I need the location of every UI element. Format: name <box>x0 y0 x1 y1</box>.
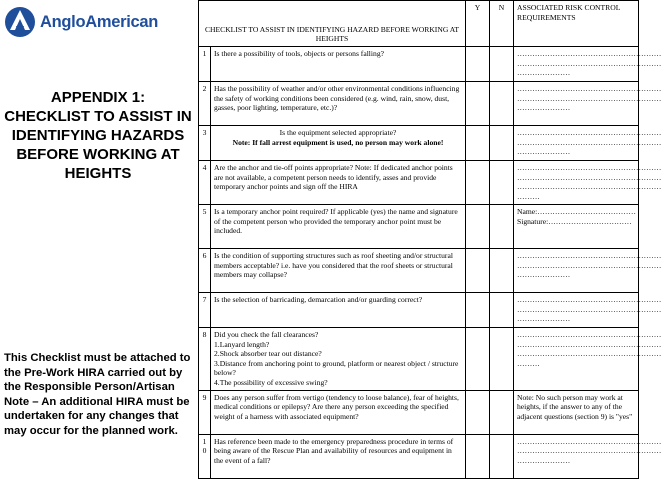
question-text: Is the condition of supporting structures such as roof sheeting and/or structural members acceptable? i.e. have you considered that the roof sheets or structural members may collapse? <box>214 251 453 280</box>
requirements-line: ………………………………………………… <box>517 172 661 182</box>
requirements-cell[interactable] <box>514 82 661 126</box>
requirements-line: ………………… <box>517 455 571 465</box>
yes-checkbox-cell[interactable] <box>466 434 490 478</box>
requirements-line: ………………………………………………… <box>517 295 661 304</box>
checklist-table <box>198 0 661 479</box>
requirements-line: ………………………………………………… <box>517 137 661 147</box>
requirements-line: ………………………………………………… <box>517 128 661 137</box>
row-question <box>211 161 466 205</box>
requirements-cell[interactable] <box>514 47 661 82</box>
row-question <box>211 390 466 434</box>
yes-checkbox-cell[interactable] <box>466 293 490 328</box>
no-checkbox-cell[interactable] <box>490 434 514 478</box>
table-row <box>199 390 639 434</box>
row-question <box>211 205 466 249</box>
requirements-line: ………………… <box>517 314 571 324</box>
brand-name: AngloAmerican <box>40 12 159 31</box>
yes-checkbox-cell[interactable] <box>466 161 490 205</box>
requirements-cell[interactable] <box>514 161 661 205</box>
requirements-line: ………………………………………………… <box>517 260 661 270</box>
table-row <box>199 328 639 391</box>
requirements-line: ………………………………………………… <box>517 58 661 68</box>
question-text: Is there a possibility of tools, objects or persons falling? <box>214 49 384 58</box>
requirements-cell[interactable] <box>514 293 661 328</box>
row-question <box>211 126 466 161</box>
requirements-line: ………………………………………………… <box>517 446 661 456</box>
left-panel <box>0 0 196 479</box>
question-text: Has the possibility of weather and/or other environmental conditions influencing the safety of working conditions been considered (e.g. wind, rain, snow, dust, gasses, poor lighting, temperature, etc.)? <box>214 84 460 113</box>
requirements-cell[interactable] <box>514 434 661 478</box>
requirements-line: ……… <box>517 358 540 368</box>
no-checkbox-cell[interactable] <box>490 328 514 391</box>
requirements-cell[interactable] <box>514 249 661 293</box>
requirements-cell[interactable] <box>514 328 661 391</box>
row-question <box>211 434 466 478</box>
anglo-american-logo <box>4 6 158 38</box>
yes-checkbox-cell[interactable] <box>466 249 490 293</box>
attachment-note: This Checklist must be attached to the Pre-Work HIRA carried out by the Responsible Person/Artisan Note – An additional HIRA must be undertaken for any changes that may occur for the planned work. <box>4 352 191 437</box>
no-checkbox-cell[interactable] <box>490 390 514 434</box>
no-checkbox-cell[interactable] <box>490 126 514 161</box>
appendix-title <box>0 88 196 183</box>
row-number: 8 <box>199 328 211 391</box>
question-text: Is the selection of barricading, demarcation and/or guarding correct? <box>214 295 423 304</box>
requirements-note: Note: No such person may work at heights, if the answer to any of the adjacent questions (section 9) is "yes" <box>517 392 633 421</box>
yes-checkbox-cell[interactable] <box>466 82 490 126</box>
header-row <box>199 1 639 47</box>
requirements-line: ………………………………………………… <box>517 304 661 314</box>
requirements-cell[interactable] <box>514 126 661 161</box>
requirements-line: ………………………………………………… <box>517 182 661 192</box>
question-text: Is a temporary anchor point required? If applicable (yes) the name and signature of the competent person who provided the temporary anchor point must be included. <box>214 207 458 236</box>
question-line: 2.Shock absorber tear out distance? <box>214 349 322 359</box>
no-checkbox-cell[interactable] <box>490 82 514 126</box>
row-question <box>211 328 466 391</box>
question-line: 4.The possibility of excessive swing? <box>214 377 328 387</box>
requirements-line: ………………………………………………… <box>517 436 661 446</box>
requirements-line: ………………………………………………… <box>517 93 661 103</box>
no-checkbox-cell[interactable] <box>490 161 514 205</box>
row-number: 6 <box>199 249 211 293</box>
row-number: 2 <box>199 82 211 126</box>
requirements-line: ………………………………………………… <box>517 339 661 349</box>
table-row <box>199 126 639 161</box>
yes-checkbox-cell[interactable] <box>466 47 490 82</box>
yes-checkbox-cell[interactable] <box>466 328 490 391</box>
no-checkbox-cell[interactable] <box>490 205 514 249</box>
table-row <box>199 293 639 328</box>
row-number: 5 <box>199 205 211 249</box>
requirements-line: ……… <box>517 191 540 201</box>
question-warning: Note: If fall arrest equipment is used, no person may work alone! <box>232 137 444 147</box>
row-question <box>211 249 466 293</box>
requirements-line: ………………………………………………… <box>517 251 661 260</box>
requirements-header: ASSOCIATED RISK CONTROL REQUIREMENTS <box>514 1 639 47</box>
no-checkbox-cell[interactable] <box>490 249 514 293</box>
anglo-american-emblem-icon <box>4 6 36 38</box>
requirements-cell[interactable] <box>514 390 639 434</box>
table-row <box>199 161 639 205</box>
requirements-line: Name:………………………………… <box>517 207 636 216</box>
requirements-line: Signature:…………………………… <box>517 216 632 226</box>
checklist-panel <box>198 0 661 479</box>
row-number: 7 <box>199 293 211 328</box>
table-row <box>199 47 639 82</box>
question-line: 1.Lanyard length? <box>214 339 270 349</box>
no-header: N <box>490 1 514 47</box>
row-question <box>211 293 466 328</box>
requirements-line: ………………………………………………… <box>517 330 661 339</box>
yes-checkbox-cell[interactable] <box>466 126 490 161</box>
no-checkbox-cell[interactable] <box>490 47 514 82</box>
requirements-line: ………………… <box>517 103 571 113</box>
requirements-line: ………………………………………………… <box>517 84 661 93</box>
requirements-line: ………………… <box>517 68 571 78</box>
requirements-line: ………………… <box>517 270 571 280</box>
requirements-cell[interactable] <box>514 205 639 249</box>
table-row <box>199 205 639 249</box>
question-text: Is the equipment selected appropriate? <box>279 128 397 137</box>
yes-checkbox-cell[interactable] <box>466 205 490 249</box>
row-number: 4 <box>199 161 211 205</box>
requirements-line: ………………………………………………… <box>517 49 661 58</box>
row-number: 3 <box>199 126 211 161</box>
checklist-rows <box>199 47 661 479</box>
requirements-line: ………………… <box>517 147 571 157</box>
question-text: Are the anchor and tie-off points appropriate? Note: If dedicated anchor points are not available, a competent person needs to identify, asses and provide temporary anchor points and sign off the HIRA <box>214 163 453 192</box>
question-header: CHECKLIST TO ASSIST IN IDENTIFYING HAZARD BEFORE WORKING AT HEIGHTS <box>199 1 466 47</box>
yes-header: Y <box>466 1 490 47</box>
question-line: 3.Distance from anchoring point to ground, platform or nearest object / structure below? <box>214 358 459 378</box>
question-text: Does any person suffer from vertigo (tendency to loose balance), fear of heights, medical conditions or epilepsy? Are there any person exceeding the specified weight of a harness with associated equipment? <box>214 392 459 421</box>
table-row <box>199 82 639 126</box>
appendix-subtitle: CHECKLIST TO ASSIST IN IDENTIFYING HAZARDS BEFORE WORKING AT HEIGHTS <box>4 108 192 182</box>
row-number: 9 <box>199 390 211 434</box>
question-text: Has reference been made to the emergency preparedness procedure in terms of being aware of the Rescue Plan and availability of resources and equipment in the event of a fall? <box>214 436 454 465</box>
requirements-line: ………………………………………………… <box>517 163 661 172</box>
table-row <box>199 434 639 478</box>
table-row <box>199 249 639 293</box>
requirements-line: ………………………………………………… <box>517 349 661 359</box>
row-question <box>211 47 466 82</box>
appendix-label: APPENDIX 1: <box>50 89 146 106</box>
question-line: Did you check the fall clearances? <box>214 330 319 339</box>
row-number: 1 <box>199 47 211 82</box>
no-checkbox-cell[interactable] <box>490 293 514 328</box>
row-question <box>211 82 466 126</box>
row-number: 1 0 <box>199 434 211 478</box>
yes-checkbox-cell[interactable] <box>466 390 490 434</box>
